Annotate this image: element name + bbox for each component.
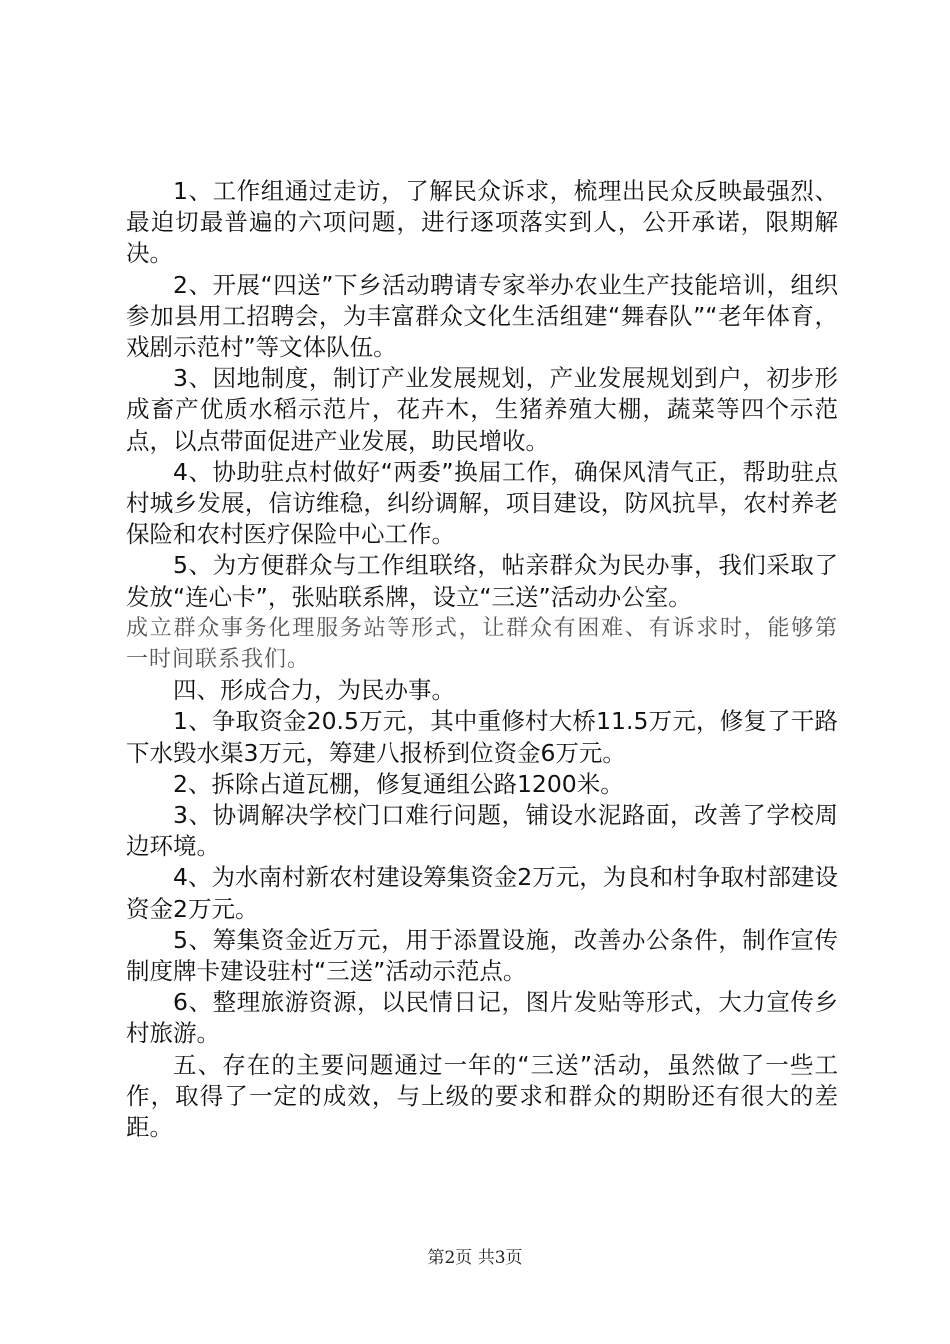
paragraph-item-4: 4、协助驻点村做好“两委”换届工作，确保风清气正，帮助驻点村城乡发展，信访维稳，纠纷调解，项目建设，防风抗旱，农村养老保险和农村医疗保险中心工作。 — [126, 457, 838, 549]
section4-item-2: 2、拆除占道瓦棚，修复通组公路1200米。 — [173, 769, 624, 798]
paragraph-item-2: 2、开展“四送”下乡活动聘请专家举办农业生产技能培训，组织参加县用工招聘会，为丰富群众文化生活组建“舞春队”“老年体育，戏剧示范村”等文体队伍。 — [126, 270, 838, 362]
section4-item-6: 6、整理旅游资源，以民情日记，图片发贴等形式，大力宣传乡村旅游。 — [126, 988, 838, 1048]
document-body — [126, 176, 838, 1143]
paragraph-item-1: 1、工作组通过走访，了解民众诉求，梳理出民众反映最强烈、最迫切最普遍的六项问题，进行逐项落实到人，公开承诺，限期解决。 — [126, 177, 838, 268]
page-number-footer: 第2页 共3页 — [427, 1248, 523, 1268]
paragraph-item-5: 5、为方便群众与工作组联络，帖亲群众为民办事，我们采取了发放“连心卡”，张贴联系牌，设立“三送”活动办公室。 — [126, 551, 838, 611]
section4-item-4: 4、为水南村新农村建设筹集资金2万元，为良和村争取村部建设资金2万元。 — [126, 863, 838, 923]
section4-item-1: 1、争取资金20.5万元，其中重修村大桥11.5万元，修复了干路下水毁水渠3万元，筹建八报桥到位资金6万元。 — [126, 707, 838, 767]
paragraph-item-3: 3、因地制度，制订产业发展规划，产业发展规划到户，初步形成畜产优质水稻示范片，花卉木，生猪养殖大棚，蔬菜等四个示范点，以点带面促进产业发展，助民增收。 — [126, 364, 838, 455]
paragraph-continuation: 成立群众事务化理服务站等形式，让群众有困难、有诉求时，能够第一时间联系我们。 — [126, 615, 838, 673]
section4-item-3: 3、协调解决学校门口难行问题，铺设水泥路面，改善了学校周边环境。 — [126, 801, 838, 861]
section4-item-5: 5、筹集资金近万元，用于添置设施，改善办公条件，制作宣传制度牌卡建设驻村“三送”活动示范点。 — [126, 925, 838, 986]
section-five-problems: 五、存在的主要问题通过一年的“三送”活动，虽然做了一些工作，取得了一定的成效，与上级的要求和群众的期盼还有很大的差距。 — [126, 1050, 838, 1142]
section-heading-four: 四、形成合力，为民办事。 — [173, 676, 455, 705]
